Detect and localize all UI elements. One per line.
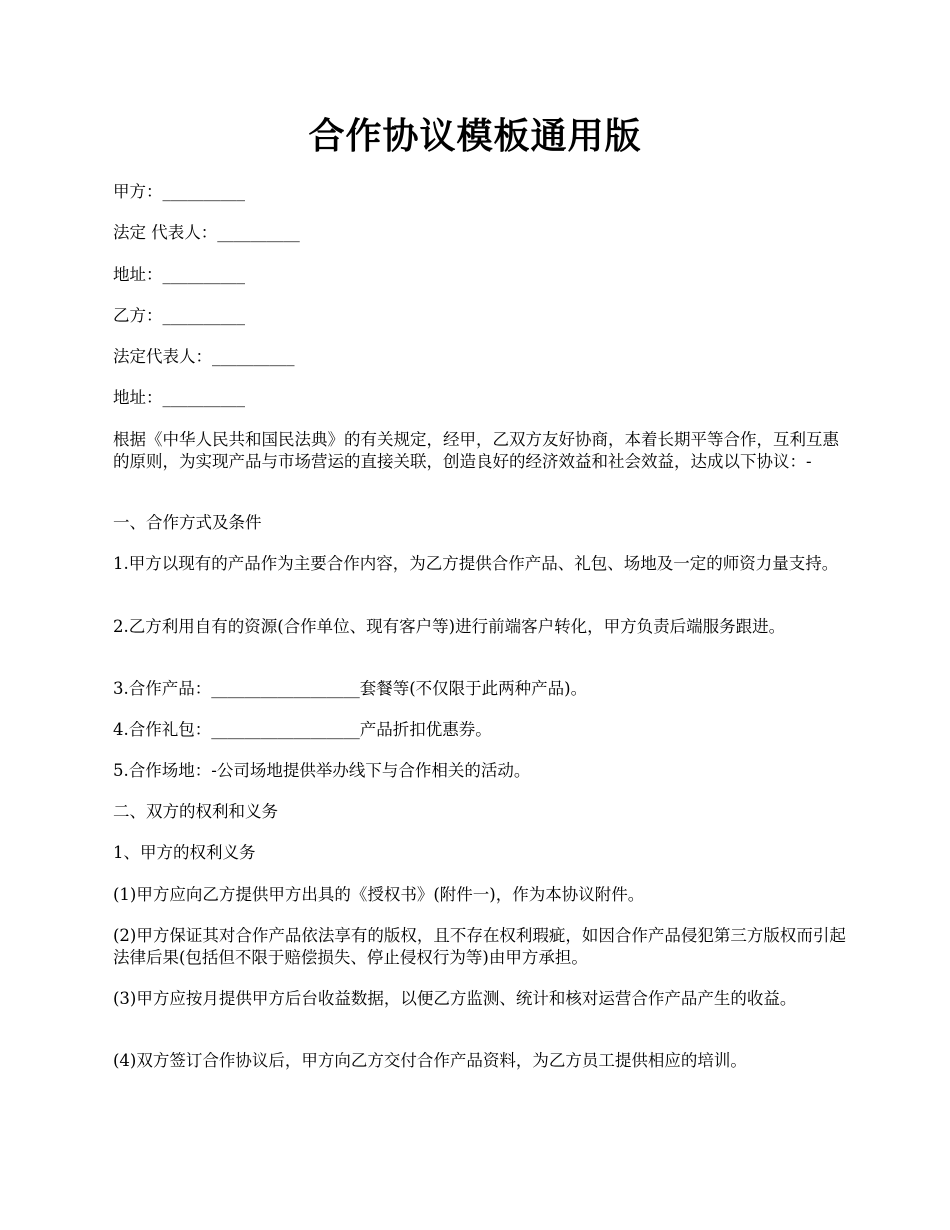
party-a-line: 甲方：__________ — [113, 182, 245, 201]
section-2-heading: 二、双方的权利和义务 — [113, 802, 278, 821]
subsection-1-heading: 1、甲方的权利义务 — [113, 843, 256, 862]
preamble-paragraph: 根据《中华人民共和国民法典》的有关规定，经甲，乙双方友好协商，本着长期平等合作，互利互惠的原则，为实现产品与市场营运的直接关联，创造良好的经济效益和社会效益，达成以下协议：- — [113, 430, 839, 471]
party-a-duty-3: (3)甲方应按月提供甲方后台收益数据，以便乙方监测、统计和核对运营合作产品产生的收益。 — [113, 989, 797, 1008]
section-1-item-3: 3.合作产品：__________________套餐等(不仅限于此两种产品)。 — [113, 679, 588, 698]
section-1-item-5: 5.合作场地：-公司场地提供举办线下与合作相关的活动。 — [113, 761, 531, 780]
party-b-line: 乙方：__________ — [113, 306, 245, 325]
document-title: 合作协议模板通用版 — [308, 115, 642, 157]
party-a-duty-4: (4)双方签订合作协议后，甲方向乙方交付合作产品资料，为乙方员工提供相应的培训。 — [113, 1051, 747, 1070]
party-b-address-line: 地址：__________ — [113, 388, 245, 407]
party-a-address-line: 地址：__________ — [113, 265, 245, 284]
party-b-representative-line: 法定代表人：__________ — [113, 347, 295, 366]
section-1-item-4: 4.合作礼包：__________________产品折扣优惠券。 — [113, 720, 492, 739]
section-1-item-2: 2.乙方利用自有的资源(合作单位、现有客户等)进行前端客户转化，甲方负责后端服务跟进。 — [113, 617, 786, 636]
section-1-heading: 一、合作方式及条件 — [113, 513, 262, 532]
party-a-duty-1: (1)甲方应向乙方提供甲方出具的《授权书》(附件一)，作为本协议附件。 — [113, 885, 645, 904]
party-a-representative-line: 法定 代表人：__________ — [113, 223, 300, 242]
section-1-item-1: 1.甲方以现有的产品作为主要合作内容，为乙方提供合作产品、礼包、场地及一定的师资力量支持。 — [113, 554, 839, 573]
party-a-duty-2: (2)甲方保证其对合作产品依法享有的版权，且不存在权利瑕疵，如因合作产品侵犯第三方版权而引起法律后果(包括但不限于赔偿损失、停止侵权行为等)由甲方承担。 — [113, 926, 846, 967]
